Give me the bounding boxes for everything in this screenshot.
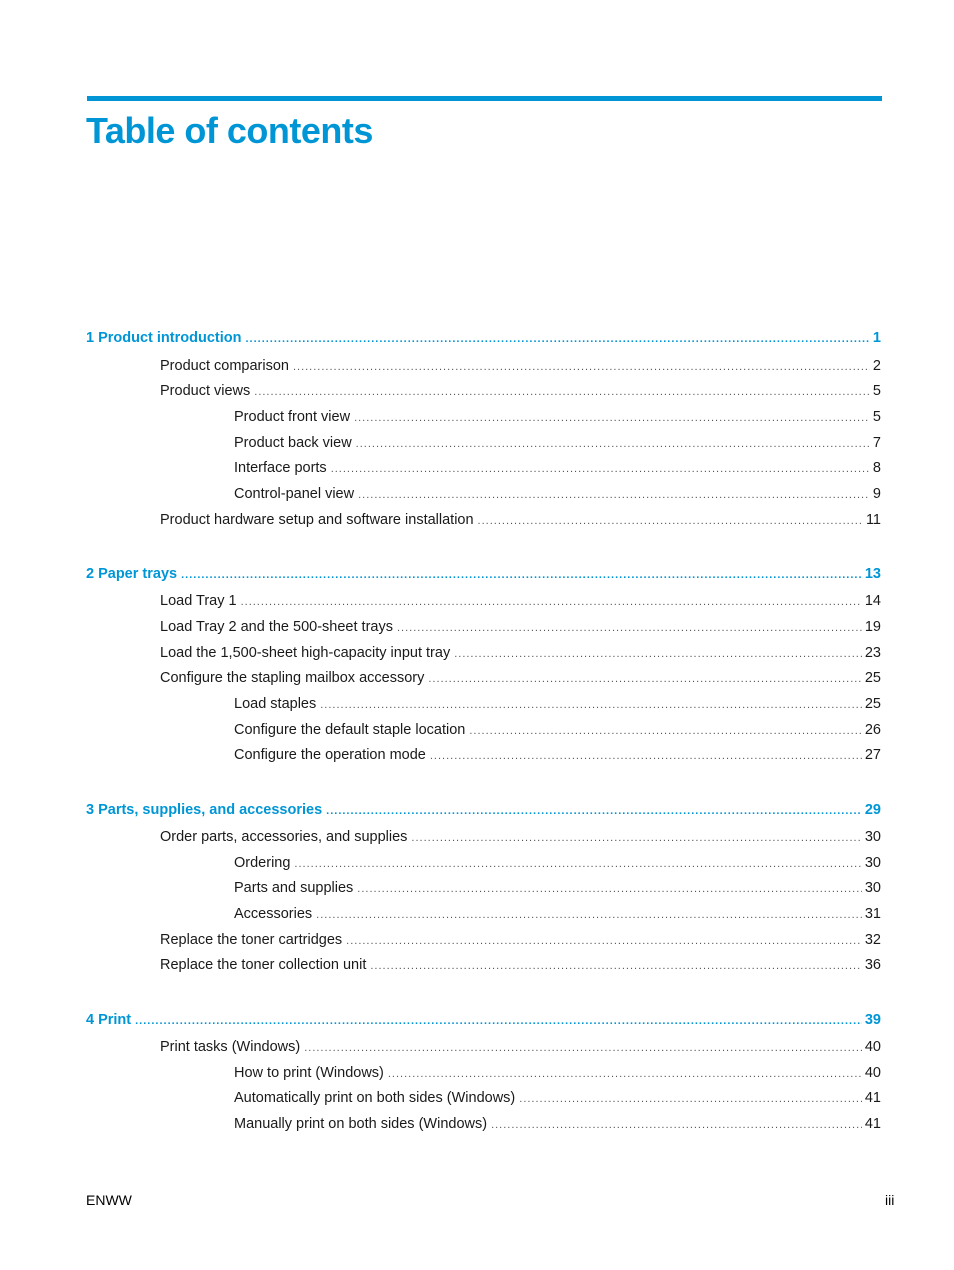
toc-entry-page: 5 bbox=[872, 383, 881, 399]
dot-leader bbox=[388, 1064, 862, 1084]
toc-entry-label: Accessories bbox=[234, 906, 313, 922]
toc-entry-page: 27 bbox=[864, 747, 881, 763]
toc-entry-page: 26 bbox=[864, 722, 881, 738]
toc-entry[interactable] bbox=[160, 617, 881, 637]
toc-entry-page: 5 bbox=[872, 409, 881, 425]
dot-leader bbox=[370, 956, 862, 976]
toc-entry[interactable] bbox=[160, 591, 881, 611]
toc-chapter-entry[interactable] bbox=[86, 328, 881, 348]
toc-entry-page: 8 bbox=[872, 460, 881, 476]
dot-leader bbox=[346, 931, 862, 951]
dot-leader bbox=[304, 1038, 862, 1058]
toc-entry-label: Configure the default staple location bbox=[234, 722, 466, 738]
toc-entry-page: 1 bbox=[872, 330, 881, 346]
toc-entry-label: Parts and supplies bbox=[234, 880, 354, 896]
toc-entry-page: 2 bbox=[872, 358, 881, 374]
toc-entry[interactable] bbox=[160, 381, 881, 401]
dot-leader bbox=[519, 1089, 862, 1109]
toc-entry[interactable] bbox=[234, 484, 881, 504]
dot-leader bbox=[326, 801, 862, 821]
dot-leader bbox=[241, 592, 862, 612]
toc-entry[interactable] bbox=[160, 668, 881, 688]
toc-entry[interactable] bbox=[234, 1063, 881, 1083]
toc-entry-label: Replace the toner cartridges bbox=[160, 932, 343, 948]
toc-entry-label: Load Tray 1 bbox=[160, 593, 237, 609]
dot-leader bbox=[397, 618, 862, 638]
toc-entry-label: Ordering bbox=[234, 855, 291, 871]
toc-entry-page: 31 bbox=[864, 906, 881, 922]
toc-entry[interactable] bbox=[160, 955, 881, 975]
dot-leader bbox=[135, 1011, 862, 1031]
dot-leader bbox=[254, 382, 870, 402]
toc-entry-page: 41 bbox=[864, 1116, 881, 1132]
toc-entry[interactable] bbox=[234, 1114, 881, 1134]
toc-entry-page: 25 bbox=[864, 670, 881, 686]
dot-leader bbox=[331, 459, 870, 479]
toc-entry-label: Load the 1,500-sheet high-capacity input tray bbox=[160, 645, 451, 661]
toc-entry-page: 23 bbox=[864, 645, 881, 661]
toc-entry-page: 11 bbox=[865, 512, 881, 528]
toc-entry-label: Automatically print on both sides (Windows) bbox=[234, 1090, 516, 1106]
toc-entry-label: Load Tray 2 and the 500-sheet trays bbox=[160, 619, 393, 635]
toc-entry-page: 40 bbox=[864, 1039, 881, 1055]
toc-entry-page: 30 bbox=[864, 880, 881, 896]
dot-leader bbox=[316, 905, 862, 925]
dot-leader bbox=[491, 1115, 862, 1135]
dot-leader bbox=[293, 357, 870, 377]
toc-entry[interactable] bbox=[234, 878, 881, 898]
toc-entry-label: Interface ports bbox=[234, 460, 327, 476]
toc-entry-page: 25 bbox=[864, 696, 881, 712]
toc-entry-label: 1 Product introduction bbox=[86, 330, 242, 346]
toc-entry[interactable] bbox=[160, 643, 881, 663]
toc-entry-label: 4 Print bbox=[86, 1012, 132, 1028]
toc-entry-label: How to print (Windows) bbox=[234, 1065, 384, 1081]
toc-entry-page: 36 bbox=[864, 957, 881, 973]
toc-entry[interactable] bbox=[234, 694, 881, 714]
toc-entry[interactable] bbox=[234, 745, 881, 765]
toc-entry[interactable] bbox=[234, 433, 881, 453]
toc-entry[interactable] bbox=[234, 720, 881, 740]
toc-entry-label: Replace the toner collection unit bbox=[160, 957, 367, 973]
toc-entry-label: Order parts, accessories, and supplies bbox=[160, 829, 408, 845]
toc-entry-page: 40 bbox=[864, 1065, 881, 1081]
toc-chapter-entry[interactable] bbox=[86, 800, 881, 820]
toc-chapter-entry[interactable] bbox=[86, 1010, 881, 1030]
dot-leader bbox=[245, 329, 869, 349]
dot-leader bbox=[469, 721, 862, 741]
toc-entry-page: 39 bbox=[864, 1012, 881, 1028]
dot-leader bbox=[357, 879, 862, 899]
toc-entry-page: 19 bbox=[864, 619, 881, 635]
toc-entry-label: Manually print on both sides (Windows) bbox=[234, 1116, 488, 1132]
toc-entry-page: 9 bbox=[872, 486, 881, 502]
toc-entry[interactable] bbox=[234, 853, 881, 873]
toc-entry-label: Product comparison bbox=[160, 358, 289, 374]
toc-entry[interactable] bbox=[160, 510, 881, 530]
toc-entry[interactable] bbox=[160, 1037, 881, 1057]
dot-leader bbox=[411, 828, 861, 848]
title-rule bbox=[87, 96, 882, 101]
page-title: Table of contents bbox=[86, 110, 373, 151]
dot-leader bbox=[320, 695, 862, 715]
toc-entry-page: 13 bbox=[864, 566, 881, 582]
toc-entry-label: Configure the operation mode bbox=[234, 747, 426, 763]
toc-entry-page: 30 bbox=[864, 829, 881, 845]
toc-entry-label: 3 Parts, supplies, and accessories bbox=[86, 802, 323, 818]
toc-chapter-entry[interactable] bbox=[86, 564, 881, 584]
toc-entry-label: Product hardware setup and software installation bbox=[160, 512, 474, 528]
toc-entry[interactable] bbox=[234, 407, 881, 427]
toc-entry-label: Product views bbox=[160, 383, 251, 399]
dot-leader bbox=[428, 669, 862, 689]
toc-entry-page: 14 bbox=[864, 593, 881, 609]
toc-entry[interactable] bbox=[160, 827, 881, 847]
toc-entry[interactable] bbox=[234, 904, 881, 924]
toc-entry-label: Print tasks (Windows) bbox=[160, 1039, 301, 1055]
toc-entry[interactable] bbox=[160, 356, 881, 376]
toc-entry[interactable] bbox=[160, 930, 881, 950]
dot-leader bbox=[356, 434, 870, 454]
toc-entry-page: 32 bbox=[864, 932, 881, 948]
toc-entry-label: Load staples bbox=[234, 696, 317, 712]
dot-leader bbox=[358, 485, 870, 505]
toc-entry-label: Product back view bbox=[234, 435, 352, 451]
toc-entry-label: Control-panel view bbox=[234, 486, 355, 502]
page-number: iii bbox=[885, 1192, 895, 1208]
toc-entry-page: 7 bbox=[872, 435, 881, 451]
toc-entry-page: 41 bbox=[864, 1090, 881, 1106]
dot-leader bbox=[181, 565, 862, 585]
toc-entry-page: 29 bbox=[864, 802, 881, 818]
dot-leader bbox=[478, 511, 863, 531]
toc-entry-page: 30 bbox=[864, 855, 881, 871]
dot-leader bbox=[454, 644, 862, 664]
toc-entry-label: 2 Paper trays bbox=[86, 566, 178, 582]
toc-entry[interactable] bbox=[234, 1088, 881, 1108]
dot-leader bbox=[294, 854, 861, 874]
toc-entry-label: Product front view bbox=[234, 409, 351, 425]
dot-leader bbox=[354, 408, 870, 428]
footer-left: ENWW bbox=[86, 1192, 132, 1208]
toc-entry-label: Configure the stapling mailbox accessory bbox=[160, 670, 425, 686]
dot-leader bbox=[430, 746, 862, 766]
toc-entry[interactable] bbox=[234, 458, 881, 478]
